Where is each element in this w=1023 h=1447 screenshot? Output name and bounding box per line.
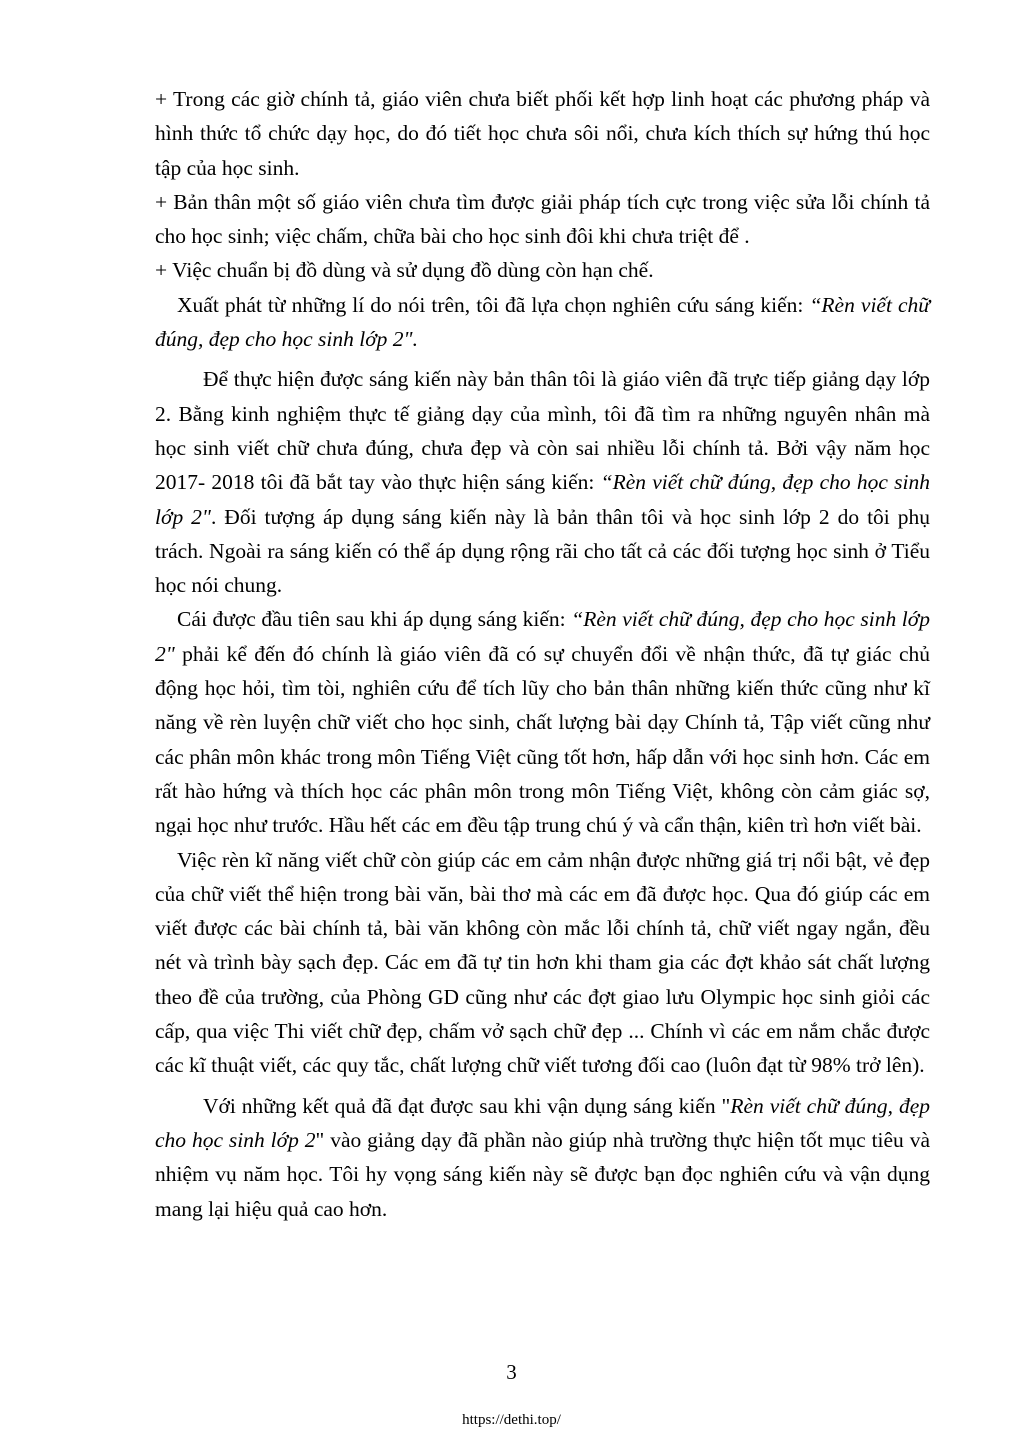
italic-text: Rèn viết chữ đúng, đẹp cho học sinh lớp 2 bbox=[155, 1093, 930, 1152]
paragraph bbox=[155, 362, 930, 602]
text-run: Xuất phát từ những lí do nói trên, tôi đã lựa chọn nghiên cứu sáng kiến: bbox=[177, 292, 810, 317]
text-run: Để thực hiện được sáng kiến này bản thân tôi là giáo viên đã trực tiếp giảng dạy lớp 2. Bằng kinh nghiệm thực tế giảng dạy của mình, tôi đã tìm ra những nguyên nhân mà học sinh viết chữ chưa đúng, chưa đẹp và còn sai nhiều lỗi chính tả. Bởi vậy năm học 2017- 2018 tôi đã bắt tay vào thực hiện sáng kiến: bbox=[155, 367, 930, 495]
text-run: + Việc chuẩn bị đồ dùng và sử dụng đồ dùng còn hạn chế. bbox=[155, 258, 654, 283]
paragraph bbox=[155, 288, 930, 357]
text-run: Cái được đầu tiên sau khi áp dụng sáng kiến: bbox=[177, 607, 572, 632]
text-run: . Đối tượng áp dụng sáng kiến này là bản thân tôi và học sinh lớp 2 do tôi phụ trách. Ngoài ra sáng kiến có thể áp dụng rộng rãi cho tất cả các đối tượng học sinh ở Tiểu học nói chung. bbox=[155, 504, 930, 598]
text-run: + Bản thân một số giáo viên chưa tìm được giải pháp tích cực trong việc sửa lỗi chính tả cho học sinh; việc chấm, chữa bài cho học sinh đôi khi chưa triệt để . bbox=[155, 189, 930, 249]
paragraph bbox=[155, 253, 930, 287]
italic-text: “Rèn viết chữ đúng, đẹp cho học sinh lớp 2" bbox=[155, 470, 931, 529]
paragraph bbox=[155, 602, 930, 842]
paragraph bbox=[155, 1089, 930, 1226]
text-run: + Trong các giờ chính tả, giáo viên chưa biết phối kết hợp linh hoạt các phương pháp và hình thức tổ chức dạy học, do đó tiết học chưa sôi nổi, chưa kích thích sự hứng thú học tập của học sinh. bbox=[155, 87, 930, 180]
body-text bbox=[155, 82, 930, 1226]
italic-text: “Rèn viết chữ đúng, đẹp cho học sinh lớp 2". bbox=[155, 292, 931, 352]
paragraph bbox=[155, 82, 930, 185]
text-run: phải kể đến đó chính là giáo viên đã có sự chuyển đổi về nhận thức, đã tự giác chủ động học hỏi, tìm tòi, nghiên cứu để tích lũy cho bản thân những kiến thức cũng như kĩ năng về rèn luyện chữ viết cho học sinh, chất lượng bài dạy Chính tả, Tập viết cũng như các phân môn khác trong môn Tiếng Việt cũng tốt hơn, hấp dẫn với học sinh hơn. Các em rất hào hứng và thích học các phân môn trong môn Tiếng Việt, không còn cảm giác sợ, ngại học như trước. Hầu hết các em đều tập trung chú ý và cẩn thận, kiên trì hơn viết bài. bbox=[155, 641, 930, 838]
text-run: Với những kết quả đã đạt được sau khi vận dụng sáng kiến " bbox=[203, 1093, 731, 1118]
paragraph bbox=[155, 185, 930, 254]
italic-text: “Rèn viết chữ đúng, đẹp cho học sinh lớp 2" bbox=[155, 607, 930, 666]
text-run: Việc rèn kĩ năng viết chữ còn giúp các em cảm nhận được những giá trị nổi bật, vẻ đẹp của chữ viết thể hiện trong bài văn, bài thơ mà các em đã được học. Qua đó giúp các em viết được các bài chính tả, bài văn không còn mắc lỗi chính tả, chữ viết ngay ngắn, đều nét và trình bày sạch đẹp. Các em đã tự tin hơn khi tham gia các đợt khảo sát chất lượng theo đề của trường, của Phòng GD cũng như các đợt giao lưu Olympic học sinh giỏi các cấp, qua việc Thi viết chữ đẹp, chấm vở sạch chữ đẹp ... Chính vì các em nắm chắc được các kĩ thuật viết, các quy tắc, chất lượng chữ viết tương đối cao (luôn đạt từ 98% trở lên). bbox=[155, 847, 930, 1078]
footer-url[interactable]: https://dethi.top/ bbox=[462, 1412, 561, 1428]
page-number: 3 bbox=[506, 1360, 517, 1384]
paragraph bbox=[155, 843, 930, 1083]
text-run: " vào giảng dạy đã phần nào giúp nhà trường thực hiện tốt mục tiêu và nhiệm vụ năm học. Tôi hy vọng sáng kiến này sẽ được bạn đọc nghiên cứu và vận dụng mang lại hiệu quả cao hơn. bbox=[155, 1127, 931, 1221]
